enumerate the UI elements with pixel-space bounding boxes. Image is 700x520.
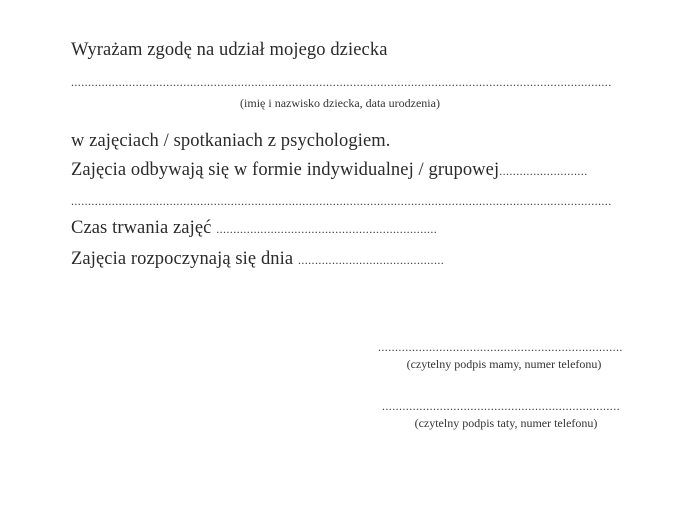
- form-type-field[interactable]: ..........................: [499, 164, 588, 178]
- form-type-line: [71, 159, 588, 182]
- father-signature-caption: (czytelny podpis taty, numer telefonu): [414, 416, 598, 430]
- mother-signature-field[interactable]: ........................................................................: [378, 341, 623, 353]
- start-date-field[interactable]: ...........................................: [297, 253, 445, 267]
- mother-signature-caption: (czytelny podpis mamy, numer telefonu): [406, 357, 602, 371]
- duration-label: Czas trwania zajęć: [71, 218, 212, 238]
- father-signature-field[interactable]: ......................................................................: [382, 400, 620, 412]
- child-name-field[interactable]: ...............................................................................................................................................................: [71, 76, 612, 88]
- start-date-label: Zajęcia rozpoczynają się dnia: [71, 249, 294, 269]
- form-type-label: Zajęcia odbywają się w formie indywidualnej / grupowej: [71, 160, 500, 180]
- consent-line: Wyrażam zgodę na udział mojego dziecka: [71, 40, 388, 60]
- extra-details-field[interactable]: ...............................................................................................................................................................: [71, 195, 612, 207]
- child-name-caption: (imię i nazwisko dziecka, data urodzenia): [240, 96, 440, 110]
- duration-field[interactable]: .................................................................: [216, 222, 438, 236]
- activities-line: w zajęciach / spotkaniach z psychologiem.: [71, 131, 391, 151]
- duration-line: [71, 217, 437, 240]
- start-date-line: [71, 248, 444, 271]
